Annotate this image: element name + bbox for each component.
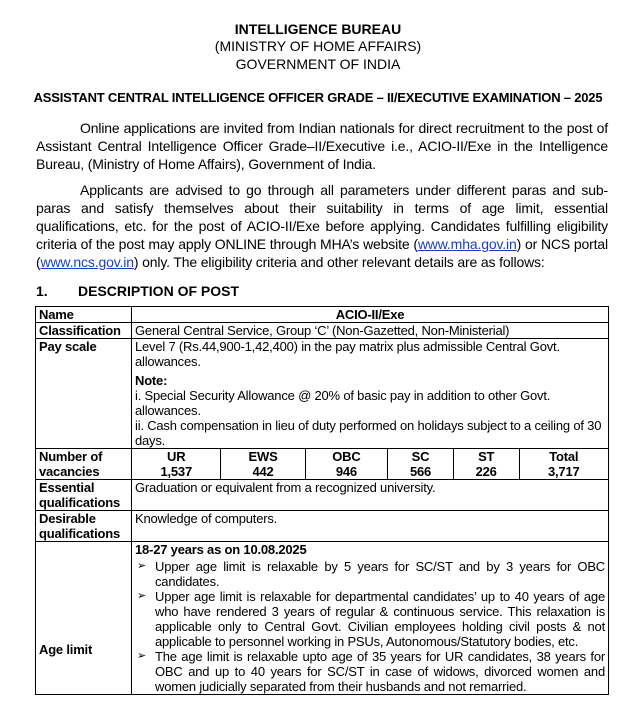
vacancy-category: UR <box>167 449 186 464</box>
pay-scale-value: Level 7 (Rs.44,900-1,42,400) in the pay matrix plus admissible Central Govt. allowances. <box>135 339 560 369</box>
vacancies-label-word-2: vacancies <box>39 464 100 479</box>
classification-value: General Central Service, Group ‘C’ (Non-Gazetted, Non-Ministerial) <box>132 323 609 339</box>
table-row <box>36 511 609 542</box>
vacancy-value: 226 <box>453 464 519 479</box>
vacancy-category: OBC <box>305 449 388 464</box>
name-label: Name <box>36 307 132 323</box>
para2-text-c: ) only. The eligibility criteria and other relevant details are as follows: <box>133 254 545 270</box>
exam-title: ASSISTANT CENTRAL INTELLIGENCE OFFICER GRADE – II/EXECUTIVE EXAMINATION – 2025 <box>33 90 603 105</box>
age-point-text: The age limit is relaxable upto age of 35 years for UR candidates, 38 years for OBC and up to 40 years for SC/ST in case of widows, divorced women and women judicially separated from their husbands and not remarried. <box>155 649 605 694</box>
desirable-qualifications-value: Knowledge of computers. <box>132 511 609 542</box>
note-item: ii. Cash compensation in lieu of duty performed on holidays subject to a ceiling of 30 days. <box>135 418 602 448</box>
vacancy-value: 3,717 <box>519 464 608 479</box>
age-limit-cell <box>132 542 609 695</box>
vacancy-value-row <box>132 464 608 479</box>
vacancy-category: EWS <box>221 449 305 464</box>
ncs-link[interactable]: www.ncs.gov.in <box>40 254 134 270</box>
arrow-bullet-icon: ➢ <box>137 590 147 602</box>
vacancies-cell <box>132 449 609 480</box>
vacancy-value: 946 <box>305 464 388 479</box>
section-heading <box>36 283 239 299</box>
note-item: i. Special Security Allowance @ 20% of basic pay in addition to other Govt. allowances. <box>135 388 551 418</box>
table-row <box>36 323 609 339</box>
vacancy-category: ST <box>453 449 519 464</box>
age-limit-title: 18-27 years as on 10.08.2025 <box>135 542 307 557</box>
para2-text-a: Applicants are advised to go through all parameters under different paras and sub-paras and satisfy themselves about their suitability in terms of age limit, essential qualifications, etc. for the post of ACIO-II/Exe before applying. Candidates fulfilling eligibility criteria of the post may apply ONLINE through MHA’s website ( <box>36 182 608 252</box>
age-limit-label: Age limit <box>36 542 132 695</box>
table-row <box>36 480 609 511</box>
list-item <box>135 589 605 649</box>
section-number: 1. <box>36 283 48 299</box>
table-row <box>36 339 609 449</box>
post-description-table <box>35 306 609 695</box>
age-relaxation-list <box>135 559 605 694</box>
intro-paragraph-1: Online applications are invited from Indian nationals for direct recruitment to the post of Assistant Central Intelligence Officer Grade–II/Executive i.e., ACIO-II/Exe in the Intelligence Bureau, (Ministry of Home Affairs), Government of India. <box>36 120 608 172</box>
intro-paragraph-2 <box>36 181 608 271</box>
pay-scale-label: Pay scale <box>36 339 132 449</box>
classification-label: Classification <box>36 323 132 339</box>
list-item <box>135 559 605 589</box>
table-row <box>36 542 609 695</box>
vacancy-header-row <box>132 449 608 464</box>
age-point-text: Upper age limit is relaxable for departmental candidates’ up to 40 years of age who have rendered 3 years of regular & continuous service. This relaxation is applicable only to Central Govt. Civilian employees holding civil posts & not applicable to personnel working in PSUs, Autonomous/Statutory bodies, etc. <box>155 589 605 649</box>
table-row <box>36 307 609 323</box>
mha-link[interactable]: www.mha.gov.in <box>417 236 517 252</box>
vacancy-value: 442 <box>221 464 305 479</box>
vacancy-value: 1,537 <box>160 464 192 479</box>
para2-text-b: ) or NCS portal ( <box>36 236 609 270</box>
name-value: ACIO-II/Exe <box>132 307 609 323</box>
vacancy-category: Total <box>519 449 608 464</box>
note-title: Note: <box>135 373 168 388</box>
vacancies-label-word-1: Number of <box>39 449 103 464</box>
arrow-bullet-icon: ➢ <box>137 650 147 662</box>
essential-qualifications-label: Essential qualifications <box>36 480 132 511</box>
section-title: DESCRIPTION OF POST <box>78 283 240 299</box>
org-name: INTELLIGENCE BUREAU <box>234 21 402 37</box>
ministry-name: (MINISTRY OF HOME AFFAIRS) <box>214 38 422 54</box>
vacancies-table <box>132 449 608 479</box>
arrow-bullet-icon: ➢ <box>137 560 147 572</box>
vacancy-value: 566 <box>388 464 454 479</box>
essential-qualifications-value: Graduation or equivalent from a recognized university. <box>132 480 609 511</box>
table-row <box>36 449 609 480</box>
list-item <box>135 649 605 694</box>
age-point-text: Upper age limit is relaxable by 5 years for SC/ST and by 3 years for OBC candidates. <box>155 559 605 589</box>
desirable-qualifications-label: Desirable qualifications <box>36 511 132 542</box>
vacancy-category: SC <box>388 449 454 464</box>
government-name: GOVERNMENT OF INDIA <box>235 56 401 72</box>
vacancies-label <box>36 449 132 480</box>
pay-scale-cell <box>132 339 609 449</box>
